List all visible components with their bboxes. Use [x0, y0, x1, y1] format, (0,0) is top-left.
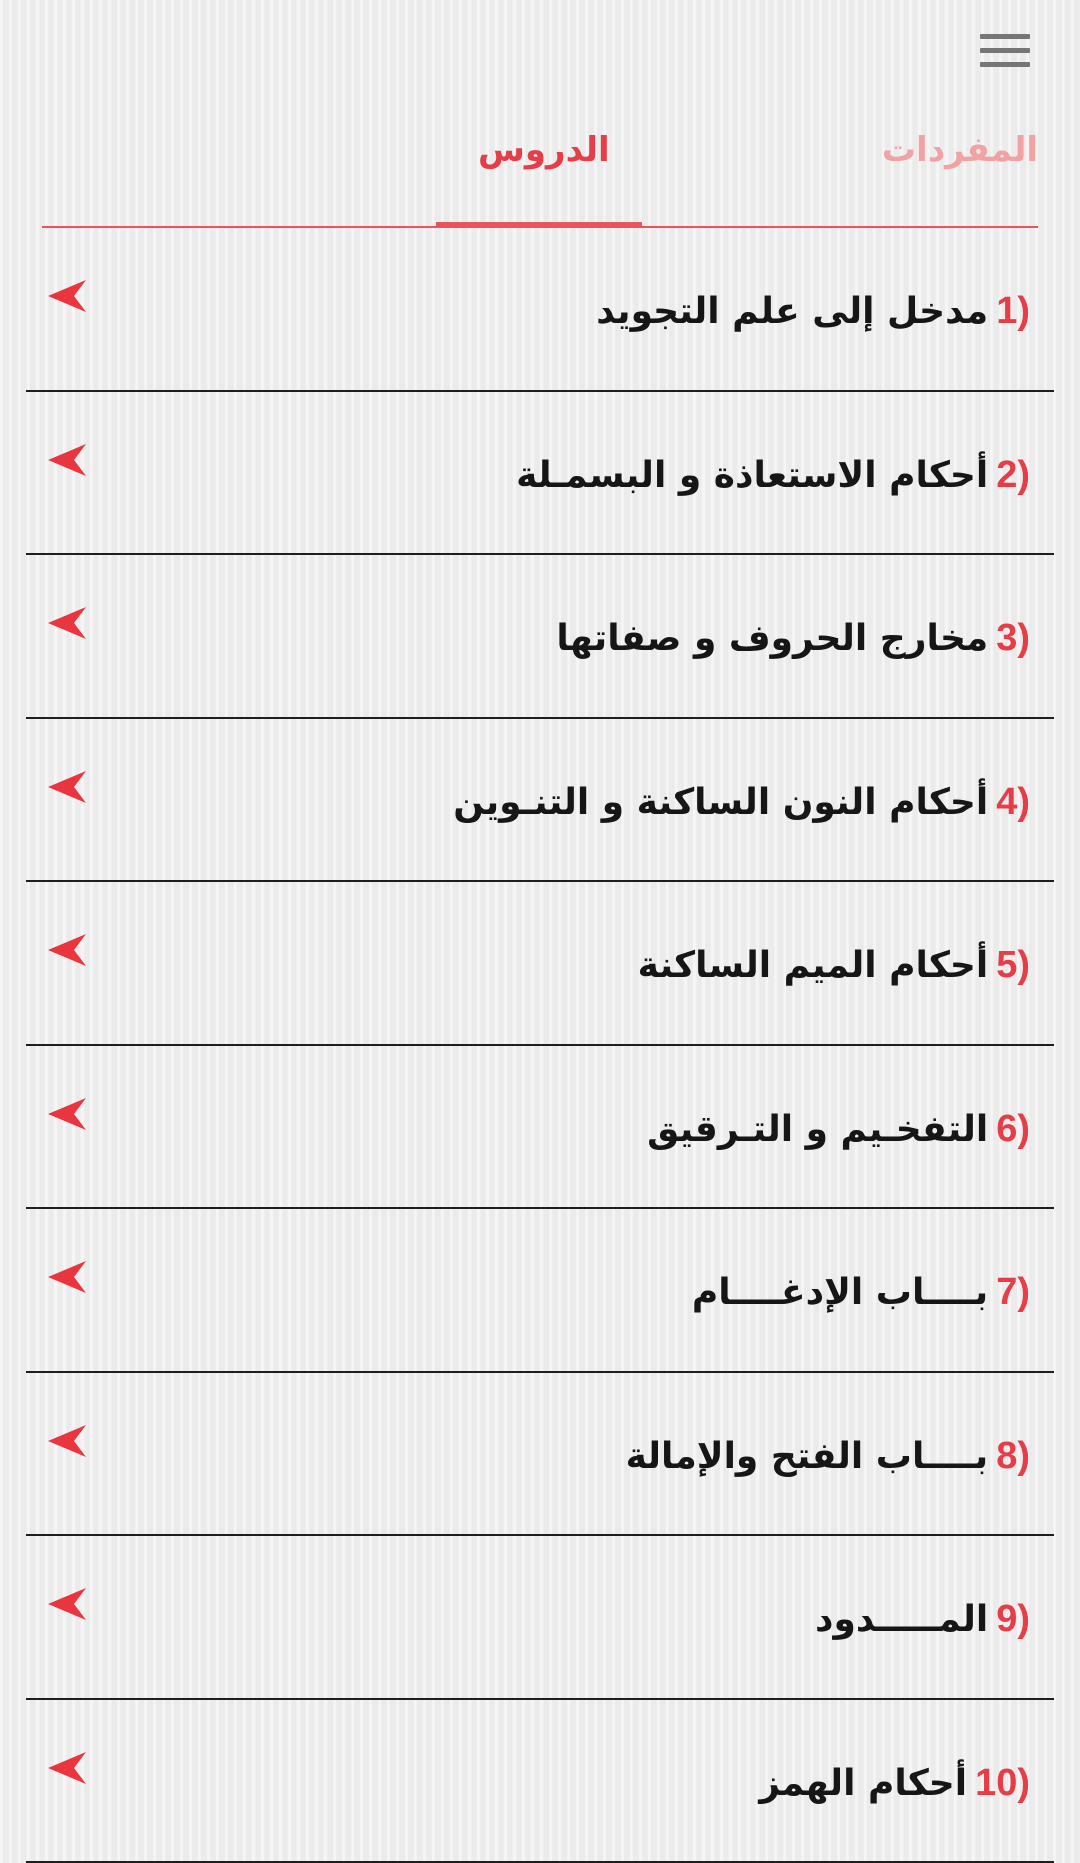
- red-triangle-pointer-icon: [48, 932, 88, 968]
- lesson-title: المـــــدود: [815, 1599, 988, 1640]
- lesson-number: 6): [996, 1108, 1030, 1150]
- red-triangle-pointer-icon: [48, 605, 88, 641]
- red-triangle-pointer-icon: [48, 1750, 88, 1786]
- lesson-number: 7): [996, 1271, 1030, 1313]
- lesson-title: أحكام الهمز: [759, 1763, 967, 1804]
- lesson-row-7[interactable]: [26, 1209, 1054, 1373]
- tab-lessons[interactable]: الدروس: [478, 130, 610, 170]
- red-triangle-pointer-icon: [48, 769, 88, 805]
- lesson-label: [453, 781, 1030, 824]
- lesson-row-1[interactable]: [26, 228, 1054, 392]
- lesson-label: [815, 1598, 1030, 1641]
- lesson-number: 4): [996, 781, 1030, 823]
- lesson-row-2[interactable]: [26, 392, 1054, 556]
- lesson-row-4[interactable]: [26, 719, 1054, 883]
- lesson-title: أحكام الميم الساكنة: [638, 945, 989, 986]
- lesson-title: أحكام الاستعاذة و البسمـلة: [516, 455, 988, 496]
- tab-vocabulary[interactable]: المفردات: [882, 130, 1038, 170]
- lesson-row-9[interactable]: [26, 1536, 1054, 1700]
- lesson-label: [759, 1762, 1030, 1805]
- tab-bar: [42, 110, 1038, 228]
- lesson-label: [692, 1271, 1030, 1314]
- lesson-title: بــــاب الإدغــــام: [692, 1272, 988, 1313]
- lesson-label: [516, 454, 1030, 497]
- lesson-number: 1): [996, 290, 1030, 332]
- lesson-title: التفخـيم و التـرقيق: [647, 1109, 988, 1150]
- lesson-label: [626, 1435, 1030, 1478]
- lesson-row-6[interactable]: [26, 1046, 1054, 1210]
- lesson-row-10[interactable]: [26, 1700, 1054, 1863]
- lesson-title: مخارج الحروف و صفاتها: [556, 618, 988, 659]
- hamburger-menu-icon[interactable]: [978, 30, 1032, 72]
- lesson-row-5[interactable]: [26, 882, 1054, 1046]
- lesson-label: [647, 1108, 1030, 1151]
- lessons-list: [26, 228, 1054, 1863]
- lesson-number: 5): [996, 944, 1030, 986]
- lesson-title: بــــاب الفتح والإمالة: [626, 1436, 989, 1477]
- red-triangle-pointer-icon: [48, 278, 88, 314]
- lesson-label: [556, 617, 1030, 660]
- lesson-row-8[interactable]: [26, 1373, 1054, 1537]
- lesson-title: مدخل إلى علم التجويد: [596, 291, 988, 332]
- lesson-number: 8): [996, 1435, 1030, 1477]
- lesson-number: 9): [996, 1598, 1030, 1640]
- lesson-number: 3): [996, 617, 1030, 659]
- lesson-row-3[interactable]: [26, 555, 1054, 719]
- lesson-label: [638, 944, 1030, 987]
- red-triangle-pointer-icon: [48, 1096, 88, 1132]
- lesson-label: [596, 290, 1030, 333]
- red-triangle-pointer-icon: [48, 442, 88, 478]
- red-triangle-pointer-icon: [48, 1259, 88, 1295]
- lesson-number: 2): [996, 454, 1030, 496]
- lesson-title: أحكام النون الساكنة و التنـوين: [453, 782, 988, 823]
- red-triangle-pointer-icon: [48, 1586, 88, 1622]
- red-triangle-pointer-icon: [48, 1423, 88, 1459]
- lesson-number: 10): [975, 1762, 1030, 1804]
